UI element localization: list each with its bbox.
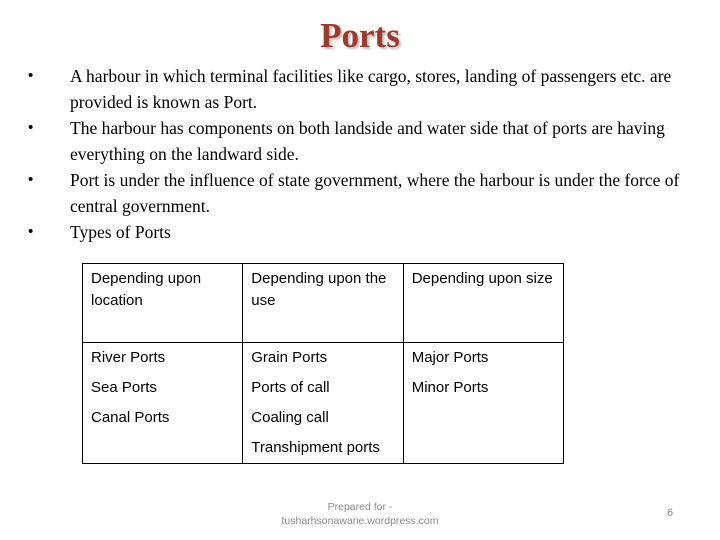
bullet-item <box>28 63 688 115</box>
table-row <box>83 433 564 464</box>
table-cell <box>403 403 563 433</box>
table-row <box>83 343 564 374</box>
bullet-marker: • <box>28 119 34 136</box>
bullet-marker: • <box>28 67 34 84</box>
table-cell: Minor Ports <box>403 373 563 403</box>
table-cell: Sea Ports <box>83 373 243 403</box>
table-cell <box>83 433 243 464</box>
port-types-table <box>82 263 564 464</box>
table-cell: Grain Ports <box>243 343 403 374</box>
bullet-item <box>28 219 688 245</box>
bullet-marker: • <box>28 171 34 188</box>
bullet-item <box>28 115 688 167</box>
page-number: 6 <box>667 507 674 519</box>
table-cell: Canal Ports <box>83 403 243 433</box>
table-cell: Coaling call <box>243 403 403 433</box>
table-cell: Transhipment ports <box>243 433 403 464</box>
table-cell: River Ports <box>83 343 243 374</box>
table-header-cell: Depending upon location <box>83 264 243 343</box>
table-row <box>83 373 564 403</box>
bullet-text: Port is under the influence of state government, where the harbour is under the force of central government. <box>70 170 680 216</box>
bullet-text: The harbour has components on both landside and water side that of ports are having everything on the landward side. <box>70 118 665 164</box>
table-header-cell: Depending upon the use <box>243 264 403 343</box>
bullet-text: Types of Ports <box>70 222 171 242</box>
slide-title: Ports <box>320 16 400 55</box>
bullet-list <box>28 63 688 245</box>
bullet-item <box>28 167 688 219</box>
table-header-row <box>83 264 564 343</box>
bullet-text: A harbour in which terminal facilities like cargo, stores, landing of passengers etc. are provided is known as Port. <box>70 66 672 112</box>
footer-link: tusharhsonawane.wordpress.com <box>281 515 439 527</box>
table-cell <box>403 433 563 464</box>
table-cell: Major Ports <box>403 343 563 374</box>
footer-line: Prepared for - <box>327 501 393 513</box>
table-cell: Ports of call <box>243 373 403 403</box>
table-row <box>83 403 564 433</box>
table-header-cell: Depending upon size <box>403 264 563 343</box>
footer-credit <box>250 500 470 528</box>
bullet-marker: • <box>28 223 34 240</box>
